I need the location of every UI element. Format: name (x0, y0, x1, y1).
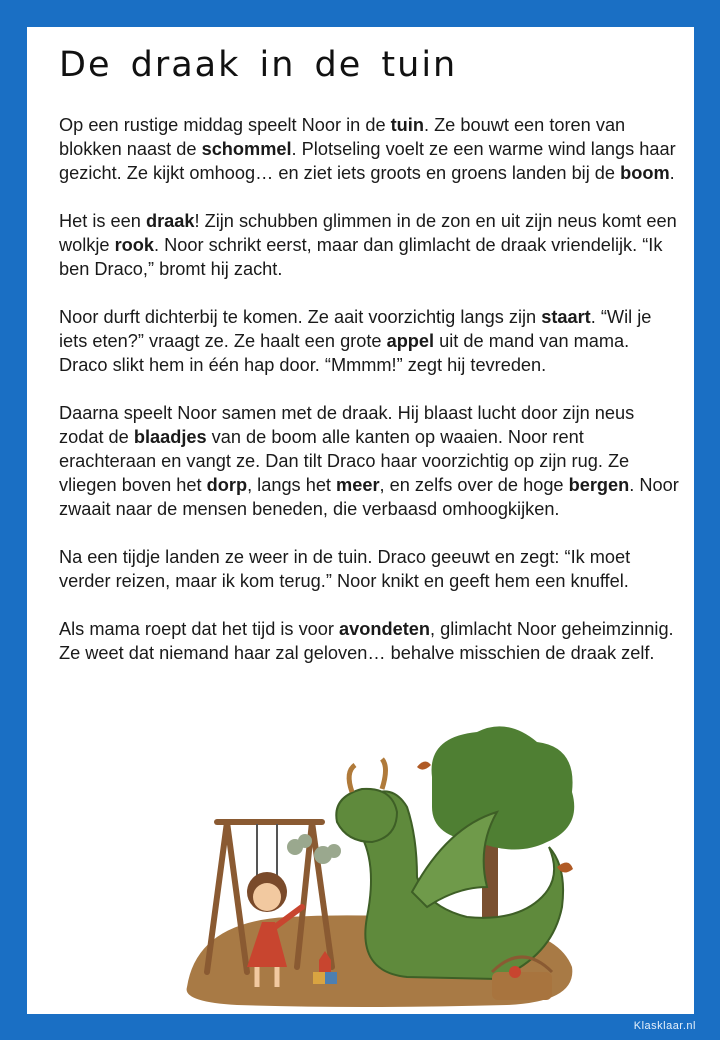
falling-leaf (417, 761, 431, 769)
paragraph: Op een rustige middag speelt Noor in de tuin. Ze bouwt een toren van blokken naast de schommel. Plotseling voelt ze een warme wind langs haar gezicht. Ze kijkt omhoog… en ziet iets groots en groens landen bij de boom. (59, 115, 676, 183)
keyword: blaadjes (133, 427, 207, 447)
story-title: De draak in de tuin (59, 45, 458, 85)
paragraph: Het is een draak! Zijn schubben glimmen in de zon en uit zijn neus komt een wolkje rook. Noor schrikt eerst, maar dan glimlacht de draak vriendelijk. “Ik ben Draco,” bromt hij zacht. (59, 211, 677, 279)
story-text (59, 113, 679, 689)
paragraph: Na een tijdje landen ze weer in de tuin. Draco geeuwt en zegt: “Ik moet verder reizen, maar ik kom terug.” Noor knikt en geeft hem een knuffel. (59, 547, 631, 591)
keyword: staart (541, 307, 591, 327)
worksheet-page (27, 27, 694, 1014)
footer-brand: Klasklaar.nl (633, 1020, 696, 1032)
paragraph: Als mama roept dat het tijd is voor avondeten, glimlacht Noor geheimzinnig. Ze weet dat niemand haar zal geloven… behalve misschien de draak zelf. (59, 619, 674, 663)
keyword: bergen (568, 475, 630, 495)
paragraph: Daarna speelt Noor samen met de draak. Hij blaast lucht door zijn neus zodat de blaadjes van de boom alle kanten op waaien. Noor rent erachteraan en vangt ze. Dan tilt Draco haar voorzichtig op zijn rug. Ze vliegen boven het dorp, langs het meer, en zelfs over de hoge bergen. Noor zwaait naar de mensen beneden, die verbaasd omhoogkijken. (59, 403, 679, 519)
keyword: dorp (206, 475, 248, 495)
keyword: draak (145, 211, 195, 231)
keyword: schommel (201, 139, 292, 159)
keyword: appel (386, 331, 435, 351)
keyword: avondeten (339, 619, 430, 639)
keyword: tuin (390, 115, 424, 135)
keyword: meer (336, 475, 380, 495)
paragraph: Noor durft dichterbij te komen. Ze aait voorzichtig langs zijn staart. “Wil je iets eten?” vraagt ze. Ze haalt een grote appel uit de mand van mama. Draco slikt hem in één hap door. “Mmmm!” zegt hij tevreden. (59, 307, 652, 375)
keyword: boom (620, 163, 670, 183)
dragon-garden-illustration (177, 717, 587, 1007)
tree-canopy (432, 726, 575, 849)
keyword: rook (114, 235, 155, 255)
